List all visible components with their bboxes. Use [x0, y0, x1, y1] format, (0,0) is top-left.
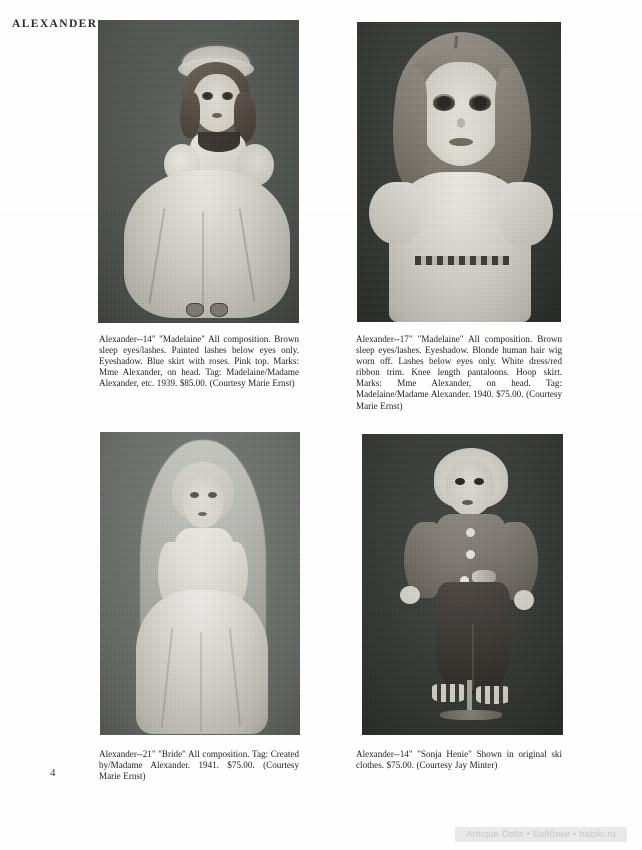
caption-top-left: Alexander--14" "Madelaine" All composition. Brown sleep eyes/lashes. Painted lashes below eyes only. Eyeshadow. Blue skirt with roses. Pink top. Marks: Mme Alexander, on head. Tag: Madelaine/Madame Alexander, etc. 1939. $85.00. (Courtesy Marie Ernst): [99, 334, 299, 389]
doll-nose: [457, 118, 465, 128]
site-watermark: Antique-Dolls • Бэйбики • babiki.ru: [455, 827, 627, 842]
sonja-eye-left: [455, 478, 465, 485]
bride-skirt-fold-b: [200, 632, 202, 732]
sonja-mouth: [462, 500, 473, 505]
doll-dress-sleeve-right: [499, 182, 553, 246]
doll-face: [419, 62, 503, 166]
figure-photo-top-right: [357, 22, 561, 322]
doll-shoe-left: [186, 303, 204, 317]
doll-eye-left: [433, 96, 455, 111]
sonja-skate-right: [476, 686, 510, 704]
bride-eye-left: [190, 492, 199, 498]
running-head: ALEXANDER: [12, 18, 98, 30]
caption-top-right: Alexander--17" "Madelaine" All composition. Brown sleep eyes/lashes. Eyeshadow. Blonde human hair wig worn off. Lashes below eyes only. White dress/red ribbon trim. Knee length pantaloons. Hoop skirt. Marks: Mme Alexander, on head. Tag: Madelaine/Madame Alexander. 1940. $75.00. (Courtesy Marie Ernst): [356, 334, 562, 411]
doll-mouth: [449, 138, 473, 146]
sonja-stand-post: [467, 680, 472, 714]
bride-mouth: [198, 512, 207, 516]
sonja-stand-base: [440, 710, 502, 720]
caption-bottom-right: Alexander--14" "Sonja Henie" Shown in original ski clothes. $75.00. (Courtesy Jay Minter): [356, 749, 562, 771]
doll-hair-fall-right: [495, 68, 531, 188]
sonja-face: [446, 460, 494, 516]
doll-hair-curl-left: [180, 92, 200, 138]
caption-bottom-left: Alexander--21" "Bride" All composition. Tag: Created by/Madame Alexander. 1941. $75.00. (Courtesy Marie Ernst): [99, 749, 299, 782]
bride-skirt: [136, 590, 268, 734]
doll-shoe-right: [210, 303, 228, 317]
doll-ribbon-trim: [415, 256, 509, 265]
doll-mouth: [212, 113, 222, 118]
sonja-skate-left: [432, 684, 466, 702]
figure-photo-top-left: [98, 20, 299, 323]
sonja-eye-right: [474, 478, 484, 485]
doll-dress-sleeve-left: [369, 182, 421, 244]
sonja-pants-seam: [472, 624, 474, 690]
page-number: 4: [50, 767, 56, 779]
sonja-button-mid: [466, 550, 475, 559]
doll-hair-fall-left: [393, 68, 427, 186]
bride-face: [182, 476, 224, 528]
bride-eye-right: [208, 492, 217, 498]
sonja-hand-right: [514, 590, 534, 610]
sonja-hand-left: [400, 586, 420, 604]
doll-eye-left: [202, 92, 213, 100]
doll-eye-right: [469, 96, 491, 111]
sonja-button-top: [466, 528, 475, 537]
doll-neckline-trim: [198, 132, 240, 152]
figure-photo-bottom-right: [362, 434, 563, 735]
doll-skirt-fold-b: [202, 212, 204, 312]
figure-photo-bottom-left: [100, 432, 300, 735]
doll-eye-right: [222, 92, 233, 100]
